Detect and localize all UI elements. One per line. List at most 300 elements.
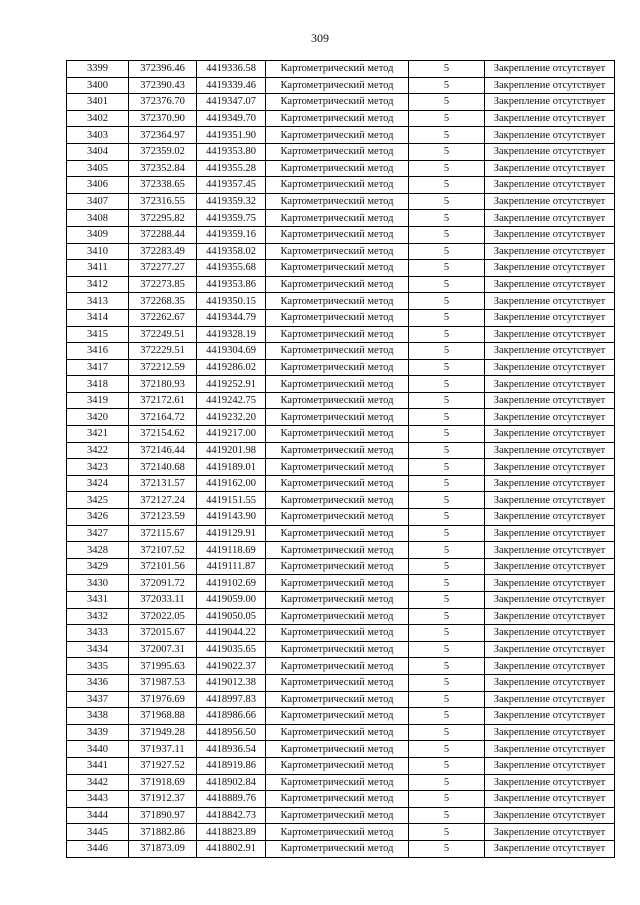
y-coordinate-cell: 4419217.00	[197, 426, 266, 443]
point-number-cell: 3428	[67, 542, 129, 559]
accuracy-cell: 5	[409, 260, 485, 277]
x-coordinate-cell: 372164.72	[129, 409, 197, 426]
y-coordinate-cell: 4418889.76	[197, 791, 266, 808]
y-coordinate-cell: 4419059.00	[197, 592, 266, 609]
table-row	[67, 226, 615, 243]
fixing-cell: Закрепление отсутствует	[485, 392, 615, 409]
fixing-cell: Закрепление отсутствует	[485, 426, 615, 443]
table-row	[67, 61, 615, 78]
x-coordinate-cell: 372229.51	[129, 343, 197, 360]
x-coordinate-cell: 371873.09	[129, 840, 197, 857]
y-coordinate-cell: 4419357.45	[197, 177, 266, 194]
x-coordinate-cell: 372288.44	[129, 226, 197, 243]
method-cell: Картометрический метод	[266, 575, 409, 592]
point-number-cell: 3418	[67, 376, 129, 393]
y-coordinate-cell: 4419022.37	[197, 658, 266, 675]
y-coordinate-cell: 4419358.02	[197, 243, 266, 260]
method-cell: Картометрический метод	[266, 276, 409, 293]
fixing-cell: Закрепление отсутствует	[485, 724, 615, 741]
x-coordinate-cell: 372390.43	[129, 77, 197, 94]
x-coordinate-cell: 372131.57	[129, 475, 197, 492]
method-cell: Картометрический метод	[266, 658, 409, 675]
fixing-cell: Закрепление отсутствует	[485, 276, 615, 293]
point-number-cell: 3400	[67, 77, 129, 94]
point-number-cell: 3399	[67, 61, 129, 78]
method-cell: Картометрический метод	[266, 442, 409, 459]
point-number-cell: 3412	[67, 276, 129, 293]
fixing-cell: Закрепление отсутствует	[485, 492, 615, 509]
y-coordinate-cell: 4419118.69	[197, 542, 266, 559]
method-cell: Картометрический метод	[266, 724, 409, 741]
method-cell: Картометрический метод	[266, 741, 409, 758]
accuracy-cell: 5	[409, 210, 485, 227]
point-number-cell: 3423	[67, 459, 129, 476]
fixing-cell: Закрепление отсутствует	[485, 409, 615, 426]
point-number-cell: 3408	[67, 210, 129, 227]
table-row	[67, 691, 615, 708]
x-coordinate-cell: 372277.27	[129, 260, 197, 277]
table-row	[67, 674, 615, 691]
fixing-cell: Закрепление отсутствует	[485, 625, 615, 642]
point-number-cell: 3403	[67, 127, 129, 144]
y-coordinate-cell: 4419111.87	[197, 558, 266, 575]
fixing-cell: Закрепление отсутствует	[485, 558, 615, 575]
point-number-cell: 3444	[67, 807, 129, 824]
table-row	[67, 127, 615, 144]
table-row	[67, 542, 615, 559]
table-row	[67, 110, 615, 127]
table-row	[67, 276, 615, 293]
accuracy-cell: 5	[409, 326, 485, 343]
y-coordinate-cell: 4419355.28	[197, 160, 266, 177]
x-coordinate-cell: 372127.24	[129, 492, 197, 509]
point-number-cell: 3411	[67, 260, 129, 277]
table-row	[67, 343, 615, 360]
accuracy-cell: 5	[409, 94, 485, 111]
fixing-cell: Закрепление отсутствует	[485, 77, 615, 94]
table-row	[67, 575, 615, 592]
accuracy-cell: 5	[409, 276, 485, 293]
fixing-cell: Закрепление отсутствует	[485, 592, 615, 609]
accuracy-cell: 5	[409, 160, 485, 177]
accuracy-cell: 5	[409, 658, 485, 675]
x-coordinate-cell: 372140.68	[129, 459, 197, 476]
point-number-cell: 3413	[67, 293, 129, 310]
table-row	[67, 724, 615, 741]
table-row	[67, 392, 615, 409]
point-number-cell: 3446	[67, 840, 129, 857]
method-cell: Картометрический метод	[266, 110, 409, 127]
y-coordinate-cell: 4419050.05	[197, 608, 266, 625]
method-cell: Картометрический метод	[266, 492, 409, 509]
x-coordinate-cell: 372091.72	[129, 575, 197, 592]
x-coordinate-cell: 372359.02	[129, 143, 197, 160]
y-coordinate-cell: 4419129.91	[197, 525, 266, 542]
point-number-cell: 3442	[67, 774, 129, 791]
accuracy-cell: 5	[409, 243, 485, 260]
x-coordinate-cell: 372338.65	[129, 177, 197, 194]
x-coordinate-cell: 372249.51	[129, 326, 197, 343]
method-cell: Картометрический метод	[266, 757, 409, 774]
accuracy-cell: 5	[409, 293, 485, 310]
y-coordinate-cell: 4419347.07	[197, 94, 266, 111]
fixing-cell: Закрепление отсутствует	[485, 459, 615, 476]
method-cell: Картометрический метод	[266, 558, 409, 575]
y-coordinate-cell: 4419252.91	[197, 376, 266, 393]
point-number-cell: 3417	[67, 359, 129, 376]
y-coordinate-cell: 4418986.66	[197, 708, 266, 725]
fixing-cell: Закрепление отсутствует	[485, 641, 615, 658]
accuracy-cell: 5	[409, 459, 485, 476]
table-row	[67, 359, 615, 376]
accuracy-cell: 5	[409, 492, 485, 509]
fixing-cell: Закрепление отсутствует	[485, 326, 615, 343]
method-cell: Картометрический метод	[266, 77, 409, 94]
fixing-cell: Закрепление отсутствует	[485, 791, 615, 808]
x-coordinate-cell: 372352.84	[129, 160, 197, 177]
accuracy-cell: 5	[409, 376, 485, 393]
accuracy-cell: 5	[409, 542, 485, 559]
x-coordinate-cell: 371995.63	[129, 658, 197, 675]
x-coordinate-cell: 372180.93	[129, 376, 197, 393]
table-row	[67, 193, 615, 210]
method-cell: Картометрический метод	[266, 309, 409, 326]
x-coordinate-cell: 372283.49	[129, 243, 197, 260]
method-cell: Картометрический метод	[266, 542, 409, 559]
accuracy-cell: 5	[409, 226, 485, 243]
y-coordinate-cell: 4419339.46	[197, 77, 266, 94]
fixing-cell: Закрепление отсутствует	[485, 94, 615, 111]
table-row	[67, 409, 615, 426]
point-number-cell: 3445	[67, 824, 129, 841]
fixing-cell: Закрепление отсутствует	[485, 757, 615, 774]
y-coordinate-cell: 4418919.86	[197, 757, 266, 774]
accuracy-cell: 5	[409, 691, 485, 708]
x-coordinate-cell: 371949.28	[129, 724, 197, 741]
x-coordinate-cell: 372370.90	[129, 110, 197, 127]
accuracy-cell: 5	[409, 807, 485, 824]
table-row	[67, 774, 615, 791]
method-cell: Картометрический метод	[266, 426, 409, 443]
table-row	[67, 608, 615, 625]
y-coordinate-cell: 4419359.75	[197, 210, 266, 227]
point-number-cell: 3429	[67, 558, 129, 575]
point-number-cell: 3427	[67, 525, 129, 542]
fixing-cell: Закрепление отсутствует	[485, 309, 615, 326]
accuracy-cell: 5	[409, 724, 485, 741]
accuracy-cell: 5	[409, 343, 485, 360]
point-number-cell: 3406	[67, 177, 129, 194]
y-coordinate-cell: 4419353.86	[197, 276, 266, 293]
table-row	[67, 260, 615, 277]
y-coordinate-cell: 4418956.50	[197, 724, 266, 741]
table-row	[67, 840, 615, 857]
y-coordinate-cell: 4419344.79	[197, 309, 266, 326]
table-row	[67, 757, 615, 774]
method-cell: Картометрический метод	[266, 592, 409, 609]
method-cell: Картометрический метод	[266, 326, 409, 343]
x-coordinate-cell: 371937.11	[129, 741, 197, 758]
point-number-cell: 3435	[67, 658, 129, 675]
table-row	[67, 143, 615, 160]
table-row	[67, 807, 615, 824]
fixing-cell: Закрепление отсутствует	[485, 691, 615, 708]
point-number-cell: 3410	[67, 243, 129, 260]
point-number-cell: 3419	[67, 392, 129, 409]
point-number-cell: 3439	[67, 724, 129, 741]
table-row	[67, 741, 615, 758]
point-number-cell: 3415	[67, 326, 129, 343]
method-cell: Картометрический метод	[266, 708, 409, 725]
x-coordinate-cell: 372268.35	[129, 293, 197, 310]
fixing-cell: Закрепление отсутствует	[485, 160, 615, 177]
page-number: 309	[311, 31, 329, 45]
table-row	[67, 77, 615, 94]
x-coordinate-cell: 372101.56	[129, 558, 197, 575]
table-row	[67, 525, 615, 542]
point-number-cell: 3401	[67, 94, 129, 111]
method-cell: Картометрический метод	[266, 840, 409, 857]
fixing-cell: Закрепление отсутствует	[485, 110, 615, 127]
accuracy-cell: 5	[409, 840, 485, 857]
table-row	[67, 426, 615, 443]
fixing-cell: Закрепление отсутствует	[485, 840, 615, 857]
fixing-cell: Закрепление отсутствует	[485, 542, 615, 559]
accuracy-cell: 5	[409, 525, 485, 542]
x-coordinate-cell: 371890.97	[129, 807, 197, 824]
x-coordinate-cell: 371927.52	[129, 757, 197, 774]
accuracy-cell: 5	[409, 409, 485, 426]
method-cell: Картометрический метод	[266, 509, 409, 526]
x-coordinate-cell: 372007.31	[129, 641, 197, 658]
method-cell: Картометрический метод	[266, 193, 409, 210]
point-number-cell: 3431	[67, 592, 129, 609]
table-row	[67, 160, 615, 177]
method-cell: Картометрический метод	[266, 824, 409, 841]
point-number-cell: 3421	[67, 426, 129, 443]
method-cell: Картометрический метод	[266, 409, 409, 426]
method-cell: Картометрический метод	[266, 343, 409, 360]
accuracy-cell: 5	[409, 674, 485, 691]
method-cell: Картометрический метод	[266, 791, 409, 808]
x-coordinate-cell: 372396.46	[129, 61, 197, 78]
x-coordinate-cell: 371976.69	[129, 691, 197, 708]
accuracy-cell: 5	[409, 625, 485, 642]
method-cell: Картометрический метод	[266, 392, 409, 409]
point-number-cell: 3425	[67, 492, 129, 509]
point-number-cell: 3414	[67, 309, 129, 326]
fixing-cell: Закрепление отсутствует	[485, 61, 615, 78]
point-number-cell: 3434	[67, 641, 129, 658]
accuracy-cell: 5	[409, 757, 485, 774]
fixing-cell: Закрепление отсутствует	[485, 741, 615, 758]
y-coordinate-cell: 4419044.22	[197, 625, 266, 642]
accuracy-cell: 5	[409, 61, 485, 78]
point-number-cell: 3422	[67, 442, 129, 459]
x-coordinate-cell: 372273.85	[129, 276, 197, 293]
y-coordinate-cell: 4418997.83	[197, 691, 266, 708]
accuracy-cell: 5	[409, 708, 485, 725]
table-row	[67, 376, 615, 393]
fixing-cell: Закрепление отсутствует	[485, 509, 615, 526]
y-coordinate-cell: 4419232.20	[197, 409, 266, 426]
x-coordinate-cell: 372154.62	[129, 426, 197, 443]
method-cell: Картометрический метод	[266, 807, 409, 824]
y-coordinate-cell: 4419351.90	[197, 127, 266, 144]
table-row	[67, 558, 615, 575]
fixing-cell: Закрепление отсутствует	[485, 608, 615, 625]
y-coordinate-cell: 4418902.84	[197, 774, 266, 791]
y-coordinate-cell: 4418823.89	[197, 824, 266, 841]
table-row	[67, 210, 615, 227]
y-coordinate-cell: 4419350.15	[197, 293, 266, 310]
point-number-cell: 3436	[67, 674, 129, 691]
accuracy-cell: 5	[409, 177, 485, 194]
accuracy-cell: 5	[409, 110, 485, 127]
x-coordinate-cell: 371968.88	[129, 708, 197, 725]
accuracy-cell: 5	[409, 143, 485, 160]
table-row	[67, 326, 615, 343]
table-row	[67, 509, 615, 526]
method-cell: Картометрический метод	[266, 475, 409, 492]
y-coordinate-cell: 4419349.70	[197, 110, 266, 127]
fixing-cell: Закрепление отсутствует	[485, 824, 615, 841]
point-number-cell: 3416	[67, 343, 129, 360]
fixing-cell: Закрепление отсутствует	[485, 575, 615, 592]
x-coordinate-cell: 372376.70	[129, 94, 197, 111]
table-row	[67, 475, 615, 492]
fixing-cell: Закрепление отсутствует	[485, 177, 615, 194]
method-cell: Картометрический метод	[266, 691, 409, 708]
accuracy-cell: 5	[409, 392, 485, 409]
x-coordinate-cell: 372123.59	[129, 509, 197, 526]
point-number-cell: 3409	[67, 226, 129, 243]
fixing-cell: Закрепление отсутствует	[485, 525, 615, 542]
x-coordinate-cell: 372022.05	[129, 608, 197, 625]
accuracy-cell: 5	[409, 741, 485, 758]
accuracy-cell: 5	[409, 426, 485, 443]
y-coordinate-cell: 4419353.80	[197, 143, 266, 160]
accuracy-cell: 5	[409, 791, 485, 808]
table-row	[67, 824, 615, 841]
accuracy-cell: 5	[409, 193, 485, 210]
accuracy-cell: 5	[409, 824, 485, 841]
point-number-cell: 3441	[67, 757, 129, 774]
x-coordinate-cell: 371912.37	[129, 791, 197, 808]
y-coordinate-cell: 4418936.54	[197, 741, 266, 758]
accuracy-cell: 5	[409, 575, 485, 592]
x-coordinate-cell: 371918.69	[129, 774, 197, 791]
table-row	[67, 641, 615, 658]
x-coordinate-cell: 371882.86	[129, 824, 197, 841]
accuracy-cell: 5	[409, 558, 485, 575]
method-cell: Картометрический метод	[266, 774, 409, 791]
table-row	[67, 492, 615, 509]
y-coordinate-cell: 4419012.38	[197, 674, 266, 691]
fixing-cell: Закрепление отсутствует	[485, 143, 615, 160]
x-coordinate-cell: 372015.67	[129, 625, 197, 642]
method-cell: Картометрический метод	[266, 94, 409, 111]
fixing-cell: Закрепление отсутствует	[485, 343, 615, 360]
y-coordinate-cell: 4419359.16	[197, 226, 266, 243]
y-coordinate-cell: 4419189.01	[197, 459, 266, 476]
method-cell: Картометрический метод	[266, 243, 409, 260]
point-number-cell: 3430	[67, 575, 129, 592]
x-coordinate-cell: 372146.44	[129, 442, 197, 459]
fixing-cell: Закрепление отсутствует	[485, 475, 615, 492]
point-number-cell: 3443	[67, 791, 129, 808]
method-cell: Картометрический метод	[266, 127, 409, 144]
fixing-cell: Закрепление отсутствует	[485, 708, 615, 725]
method-cell: Картометрический метод	[266, 625, 409, 642]
accuracy-cell: 5	[409, 77, 485, 94]
coordinates-table-body	[67, 61, 615, 858]
method-cell: Картометрический метод	[266, 143, 409, 160]
accuracy-cell: 5	[409, 608, 485, 625]
x-coordinate-cell: 372172.61	[129, 392, 197, 409]
method-cell: Картометрический метод	[266, 376, 409, 393]
x-coordinate-cell: 372364.97	[129, 127, 197, 144]
point-number-cell: 3405	[67, 160, 129, 177]
point-number-cell: 3420	[67, 409, 129, 426]
y-coordinate-cell: 4419355.68	[197, 260, 266, 277]
coordinates-table	[66, 60, 615, 858]
method-cell: Картометрический метод	[266, 226, 409, 243]
table-row	[67, 459, 615, 476]
point-number-cell: 3424	[67, 475, 129, 492]
x-coordinate-cell: 372262.67	[129, 309, 197, 326]
y-coordinate-cell: 4419336.58	[197, 61, 266, 78]
y-coordinate-cell: 4419304.69	[197, 343, 266, 360]
y-coordinate-cell: 4419035.65	[197, 641, 266, 658]
method-cell: Картометрический метод	[266, 674, 409, 691]
table-row	[67, 94, 615, 111]
x-coordinate-cell: 371987.53	[129, 674, 197, 691]
fixing-cell: Закрепление отсутствует	[485, 442, 615, 459]
y-coordinate-cell: 4419143.90	[197, 509, 266, 526]
fixing-cell: Закрепление отсутствует	[485, 243, 615, 260]
point-number-cell: 3437	[67, 691, 129, 708]
point-number-cell: 3433	[67, 625, 129, 642]
y-coordinate-cell: 4419242.75	[197, 392, 266, 409]
y-coordinate-cell: 4418842.73	[197, 807, 266, 824]
accuracy-cell: 5	[409, 442, 485, 459]
method-cell: Картометрический метод	[266, 260, 409, 277]
point-number-cell: 3407	[67, 193, 129, 210]
method-cell: Картометрический метод	[266, 608, 409, 625]
table-row	[67, 625, 615, 642]
x-coordinate-cell: 372316.55	[129, 193, 197, 210]
accuracy-cell: 5	[409, 359, 485, 376]
y-coordinate-cell: 4419162.00	[197, 475, 266, 492]
method-cell: Картометрический метод	[266, 525, 409, 542]
method-cell: Картометрический метод	[266, 293, 409, 310]
x-coordinate-cell: 372107.52	[129, 542, 197, 559]
fixing-cell: Закрепление отсутствует	[485, 807, 615, 824]
y-coordinate-cell: 4419359.32	[197, 193, 266, 210]
table-row	[67, 658, 615, 675]
fixing-cell: Закрепление отсутствует	[485, 260, 615, 277]
fixing-cell: Закрепление отсутствует	[485, 193, 615, 210]
table-row	[67, 177, 615, 194]
point-number-cell: 3438	[67, 708, 129, 725]
accuracy-cell: 5	[409, 641, 485, 658]
y-coordinate-cell: 4419151.55	[197, 492, 266, 509]
point-number-cell: 3440	[67, 741, 129, 758]
fixing-cell: Закрепление отсутствует	[485, 674, 615, 691]
x-coordinate-cell: 372033.11	[129, 592, 197, 609]
y-coordinate-cell: 4419328.19	[197, 326, 266, 343]
